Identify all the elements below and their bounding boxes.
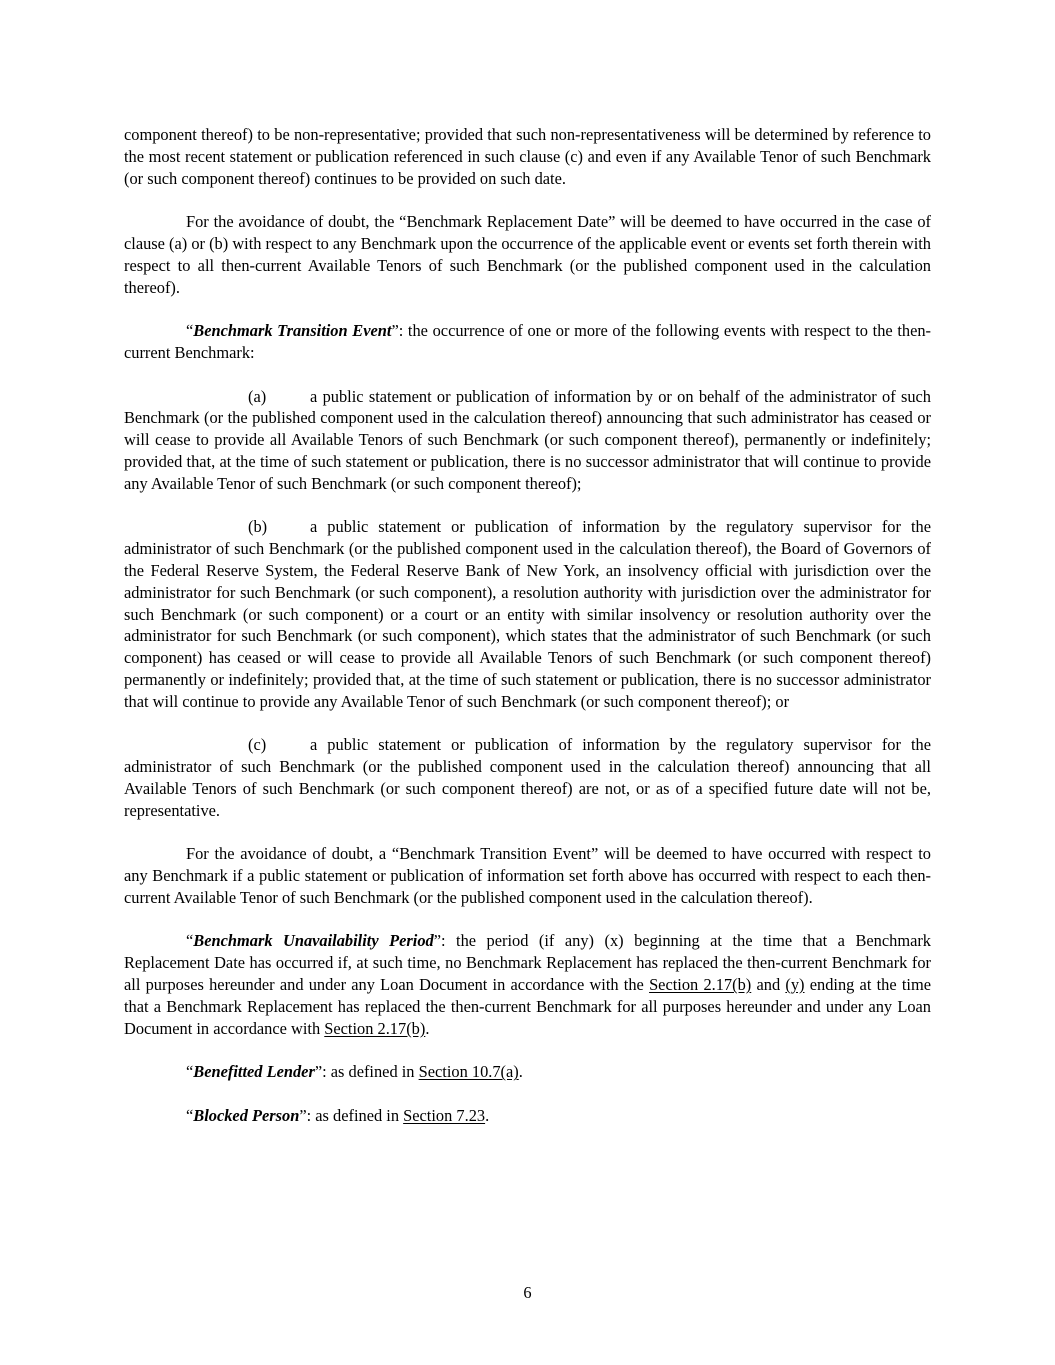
section-reference-link[interactable]: Section 7.23 bbox=[403, 1105, 486, 1125]
section-reference-link[interactable]: Section 10.7(a) bbox=[418, 1062, 519, 1082]
paragraph-replacement-date-doubt: For the avoidance of doubt, the “Benchmark Replacement Date” will be deemed to have occurred in the case of clause (a) or (b) with respect to any Benchmark upon the occurrence of the applicable event or events set forth therein with respect to all then-current Available Tenors of such Benchmark (or the published component used in the calculation thereof). bbox=[124, 212, 931, 297]
defined-term: Blocked Person bbox=[193, 1105, 300, 1125]
section-reference-link[interactable]: Section 2.17(b) bbox=[324, 1018, 426, 1038]
definition-text: ”: the occurrence of one or more of the following events with respect to the then-current Benchmark: bbox=[124, 321, 931, 362]
clause-reference-link[interactable]: (y) bbox=[785, 975, 805, 995]
definition-benefitted-lender bbox=[124, 1061, 931, 1083]
open-quote: “ bbox=[186, 1062, 194, 1082]
definition-benchmark-transition-event bbox=[124, 320, 931, 364]
clause-label: (b) bbox=[248, 517, 268, 537]
defined-term: Benchmark Transition Event bbox=[193, 321, 392, 341]
definition-text: . bbox=[485, 1105, 490, 1125]
defined-term: Benefitted Lender bbox=[193, 1062, 315, 1082]
clause-label: (a) bbox=[248, 386, 267, 406]
clause-label: (c) bbox=[248, 735, 267, 755]
page-body bbox=[124, 124, 931, 1148]
definition-text: ”: as defined in bbox=[299, 1105, 404, 1125]
page-number: 6 bbox=[523, 1283, 532, 1302]
clause-c bbox=[124, 734, 931, 821]
clause-text: a public statement or publication of information by or on behalf of the administrator of such Benchmark (or the published component used in the calculation thereof) announcing that such administrator has ceased or will cease to provide all Available Tenors of such Benchmark (or such component thereof), permanently or indefinitely; provided that, at the time of such statement or publication, there is no successor administrator that will continue to provide any Available Tenor of such Benchmark (or such component thereof); bbox=[124, 386, 931, 493]
open-quote: “ bbox=[186, 321, 194, 341]
clause-a bbox=[124, 386, 931, 495]
section-reference-link[interactable]: Section 2.17(b) bbox=[649, 975, 752, 995]
definition-text: ”: as defined in bbox=[314, 1062, 419, 1082]
definition-text: ending at the time that a Benchmark Replacement has replaced the then-current Benchmark for all purposes hereunder and under any Loan Document in accordance with bbox=[124, 975, 931, 1038]
clause-b bbox=[124, 516, 931, 712]
definition-text: and bbox=[751, 975, 786, 995]
clause-text: a public statement or publication of information by the regulatory supervisor for the administrator of such Benchmark (or the published component used in the calculation thereof), the Board of Governors of the Federal Reserve System, the Federal Reserve Bank of New York, an insolvency official with jurisdiction over the administrator for such Benchmark (or such component), a resolution authority with jurisdiction over the administrator for such Benchmark (or such component) or a court or an entity with similar insolvency or resolution authority over the administrator for such Benchmark (or such component), which states that the administrator of such Benchmark (or such component) has ceased or will cease to provide all Available Tenors of such Benchmark (or such component thereof) permanently or indefinitely; provided that, at the time of such statement or publication, there is no successor administrator that will continue to provide any Available Tenor of such Benchmark (or such component thereof); or bbox=[124, 517, 931, 711]
clause-text: a public statement or publication of information by the regulatory supervisor for the administrator of such Benchmark (or the published component used in the calculation thereof) announcing that all Available Tenors of such Benchmark (or such component thereof) are not, or as of a specified future date will not be, representative. bbox=[124, 735, 931, 820]
definition-text: ”: the period (if any) (x) beginning at the time that a Benchmark Replacement Date has occurred if, at such time, no Benchmark Replacement has replaced the then-current Benchmark for all purposes hereunder and under any Loan Document in accordance with the bbox=[124, 931, 931, 995]
definition-benchmark-unavailability-period bbox=[124, 930, 931, 1039]
open-quote: “ bbox=[186, 1105, 194, 1125]
defined-term: Benchmark Unavailability Period bbox=[193, 931, 434, 951]
definition-text: . bbox=[425, 1018, 430, 1038]
definition-blocked-person bbox=[124, 1105, 931, 1127]
paragraph-transition-event-doubt: For the avoidance of doubt, a “Benchmark Transition Event” will be deemed to have occurred with respect to any Benchmark if a public statement or publication of information set forth above has occurred with respect to each then-current Available Tenor of such Benchmark (or the published component used in the calculation thereof). bbox=[124, 844, 931, 907]
definition-text: . bbox=[518, 1062, 523, 1082]
paragraph-continuation: component thereof) to be non-representative; provided that such non-representativeness will be determined by reference to the most recent statement or publication referenced in such clause (c) and even if any Available Tenor of such Benchmark (or such component thereof) continues to be provided on such date. bbox=[124, 125, 931, 188]
open-quote: “ bbox=[186, 931, 194, 951]
